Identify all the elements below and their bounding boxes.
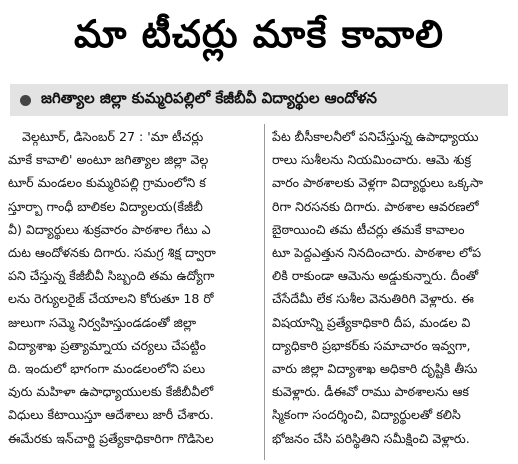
article-line: కువెళ్లారు. డీఈవో రాము పాఠశాలను ఆక (272, 384, 469, 400)
article-line: విద్యాశాఖ ప్రత్యామ్నాయ చర్యలు చేపట్టిం (8, 337, 206, 353)
article-line: ది. ఇందులో భాగంగా మండలంలోని పలు (8, 361, 206, 377)
article-line: పేట బీసీకాలనీలో పనిచేస్తున్న ఉపాధ్యాయు (272, 129, 479, 144)
article-line: వారం పాఠశాలకు వెళ్లగా విద్యార్థులు ఒక్కసా (272, 175, 483, 191)
article-left-column (8, 125, 261, 460)
subheadline-bar (10, 84, 508, 116)
article-line: విషయాన్ని ప్రత్యేకాధికారి దీప, మండల వి (272, 314, 471, 330)
article-line: ద్యాధికారి ప్రభాకర్‌కు సమాచారం ఇవ్వగా, (272, 337, 471, 353)
article-line: ఈమేరకు ఇన్‌చార్జి ప్రత్యేకాధికారిగా గొడిసెల (8, 430, 214, 446)
article-line: భోజనం చేసి పరిస్థితిని సమీక్షించి వెళ్లారు. (272, 430, 470, 446)
article-line: పని చేస్తున్న కేజీబీవీ సిబ్బంది తమ ఉద్యోగా (8, 268, 215, 284)
article-line: లికి రాకుండా ఆమెను అడ్డుకున్నారు. దీంతో (272, 268, 479, 284)
article-line: స్తూర్బా గాంధీ బాలికల విద్యాలయ(కేజీబీ (8, 198, 203, 214)
article-line: స్మికంగా సందర్శించి, విద్యార్థులతో కలిసి (272, 407, 461, 423)
article-line: దుట ఆందోళనకు దిగారు. సమగ్ర శిక్ష ద్వారా (8, 245, 216, 261)
article-line: బైఠాయించి తమ టీచర్లు తమకే కావాలం (272, 221, 465, 237)
article-line: వెల్గటూర్, డిసెంబర్ 27 : 'మా టీచర్లు (22, 129, 204, 144)
article-line: టూర్ మండలం కుమ్మరిపల్లి గ్రామంలోని క (8, 175, 206, 191)
article-line: చేసేదేమీ లేక సుశీల వెనుతిరిగి వెళ్లారు. ఈ (272, 291, 474, 307)
article-right-column (272, 125, 512, 460)
subheadline: జగిత్యాల జిల్లా కుమ్మరిపల్లిలో కేజీబీవీ విద్యార్థుల ఆందోళన (41, 89, 377, 107)
headline: మా టీచర్లు మాకే కావాలి (74, 12, 444, 56)
article-line: మాకే కావాలి' అంటూ జగిత్యాల జిల్లా వెల్గ (8, 152, 209, 168)
article-line: విధులు కేటాయిస్తూ ఆదేశాలు జారీ చేశారు. (8, 407, 214, 423)
article-line: రిగా నిరసనకు దిగారు. పాఠశాల ఆవరణలో (272, 198, 479, 214)
article-line: లను రెగ్యులరైజ్ చేయాలని కోరుతూ 18 రో (8, 291, 214, 307)
column-divider (264, 124, 265, 460)
bullet-icon (20, 95, 31, 106)
article-line: వారు జిల్లా విద్యాశాఖ అధికారి దృష్టికి తీసు (272, 361, 478, 377)
article-line: టూ పెద్దఎత్తున నినదించారు. పాఠశాల లోప (272, 245, 482, 261)
article-line: రాలు సుశీలను నియమించారు. ఆమె శుక్ర (272, 152, 472, 168)
article-line: జులుగా సమ్మె నిర్వహిస్తుండడంతో జిల్లా (8, 314, 197, 330)
article-line: వీ) విద్యార్థులు శుక్రవారం పాఠశాల గేటు ఎ (8, 221, 211, 237)
article-line: వురు మహిళా ఉపాధ్యాయులకు కేజీబీవీలో (8, 384, 214, 400)
